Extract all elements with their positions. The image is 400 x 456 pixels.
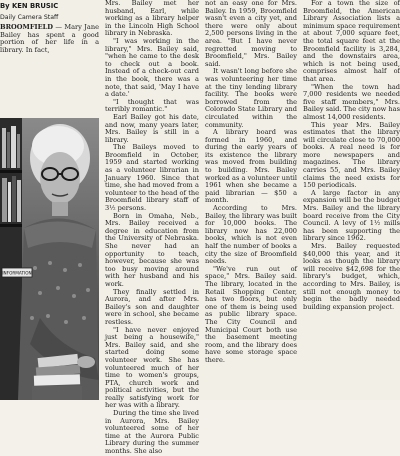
col3-para-4: According to Mrs. Bailey, the library was built for 10,000 books. The library now has 22,000 books, which is not even half the number of books a city the size of Broomfield needs. (205, 204, 297, 266)
column-4 (303, 0, 400, 400)
dateline: BROOMFIELD (0, 23, 53, 31)
col3-para-2: It wasn't long before she was volunteering her time at the tiny lending library facility. The books were borrowed from the Colorado State Library and circulated within the community. (205, 67, 297, 129)
col2-para-9: During the time she lived in Aurora, Mrs. Bailey volunteered some of her time at the Aurora Public Library during the summer months. She also (105, 409, 199, 456)
col2-para-4: Earl Bailey got his date, and now, many years later, Mrs. Bailey is still in a library. (105, 112, 199, 144)
librarian-photo (0, 118, 99, 400)
column-2 (105, 0, 199, 456)
photo-nameplate: INFORMATION (2, 270, 32, 276)
col3-para-5: "We've run out of space," Mrs. Bailey said. The library, located in the Retail Shopping Center, has two floors, but only one of them is being used as public library space. The City Council and Municipal Court both use the basement meeting room, and the library does have some storage space there. (205, 264, 297, 364)
col2-para-5: The Baileys moved to Broomfield in October, 1959 and started working as a volunteer librarian in January 1960. Since that time, she had moved from a volunteer to the head of the Broomfield library staff of 3½ persons. (105, 143, 199, 213)
byline-staff: Daily Camera Staff (0, 14, 59, 21)
lead-text: — Mary Jane Bailey has spent a good portion of her life in a library. In fact, (0, 23, 99, 54)
col2-para-1: Mrs. Bailey met her husband, Earl, while working as a library helper in the Lincoln High School library in Nebraska. (105, 0, 199, 38)
col3-para-3: A library board was formed in 1960, and during the early years of its existence the library was moved from building to building. Mrs. Bailey worked as a volunteer until 1961 when she became a paid librarian — $50 a month. (205, 128, 297, 205)
col2-para-3: "I thought that was terribly romantic." (105, 97, 199, 114)
col4-para-1: For a town the size of Broomfield, the American Library Association lists a minimum space requirement at about 7,000 square feet, the total square feet at the Broomfield facility is 3,284, and the downstairs area, which is not being used, comprises almost half of that area. (303, 0, 400, 83)
col4-para-4: A large factor in any expansion will be the budget Mrs. Bailey and the library board receive from the City Council. A levy of 1½ mills has been supporting the library since 1962. (303, 188, 400, 243)
col2-para-2: "I was working in the library," Mrs. Bailey said, "when he came to the desk to check out a book. Instead of a check-out card in the book, there was a note, that said, 'May I have a date.' (105, 36, 199, 99)
col4-para-3: This year Mrs. Bailey estimates that the library will circulate close to 70,000 books. A real need is for more newspapers and magazines. The library carries 55, and Mrs. Bailey claims the need exists for 150 periodicals. (303, 120, 400, 190)
col2-para-6: Born in Omaha, Neb., Mrs. Bailey received a degree in education from the University of Nebraska. She never had an opportunity to teach, however, because she was too busy moving around with her husband and his work. (105, 211, 199, 288)
col2-para-8: "I have never enjoyed just being a housewife," Mrs. Bailey said, and she started doing some volunteer work. She has volunteered much of her time to women's groups, PTA, church work and political activities, but the really satisfying work for her was with a library. (105, 325, 199, 410)
lead-paragraph (0, 24, 99, 54)
col4-para-2: "When the town had 7,000 residents we needed five staff members," Mrs. Bailey said. The city now has almost 14,000 residents. (303, 82, 400, 121)
col2-para-7: They finally settled in Aurora, and after Mrs. Bailey's son and daughter were in school, she became restless. (105, 287, 199, 326)
byline-author: By KEN BRUSIC (0, 2, 59, 10)
column-3 (205, 0, 297, 400)
col4-para-5: Mrs. Bailey requested $40,000 this year, and it looks as though the library will receive $42,698 for the library's budget, which, according to Mrs. Bailey, is still not enough money to begin the badly needed building expansion project. (303, 242, 400, 311)
col3-para-1: not an easy one for Mrs. Bailey. In 1959, Broomfield wasn't even a city yet, and there were only about 2,500 persons living in the area. "But I have never regretted moving to Broomfield," Mrs. Bailey said. (205, 0, 297, 68)
